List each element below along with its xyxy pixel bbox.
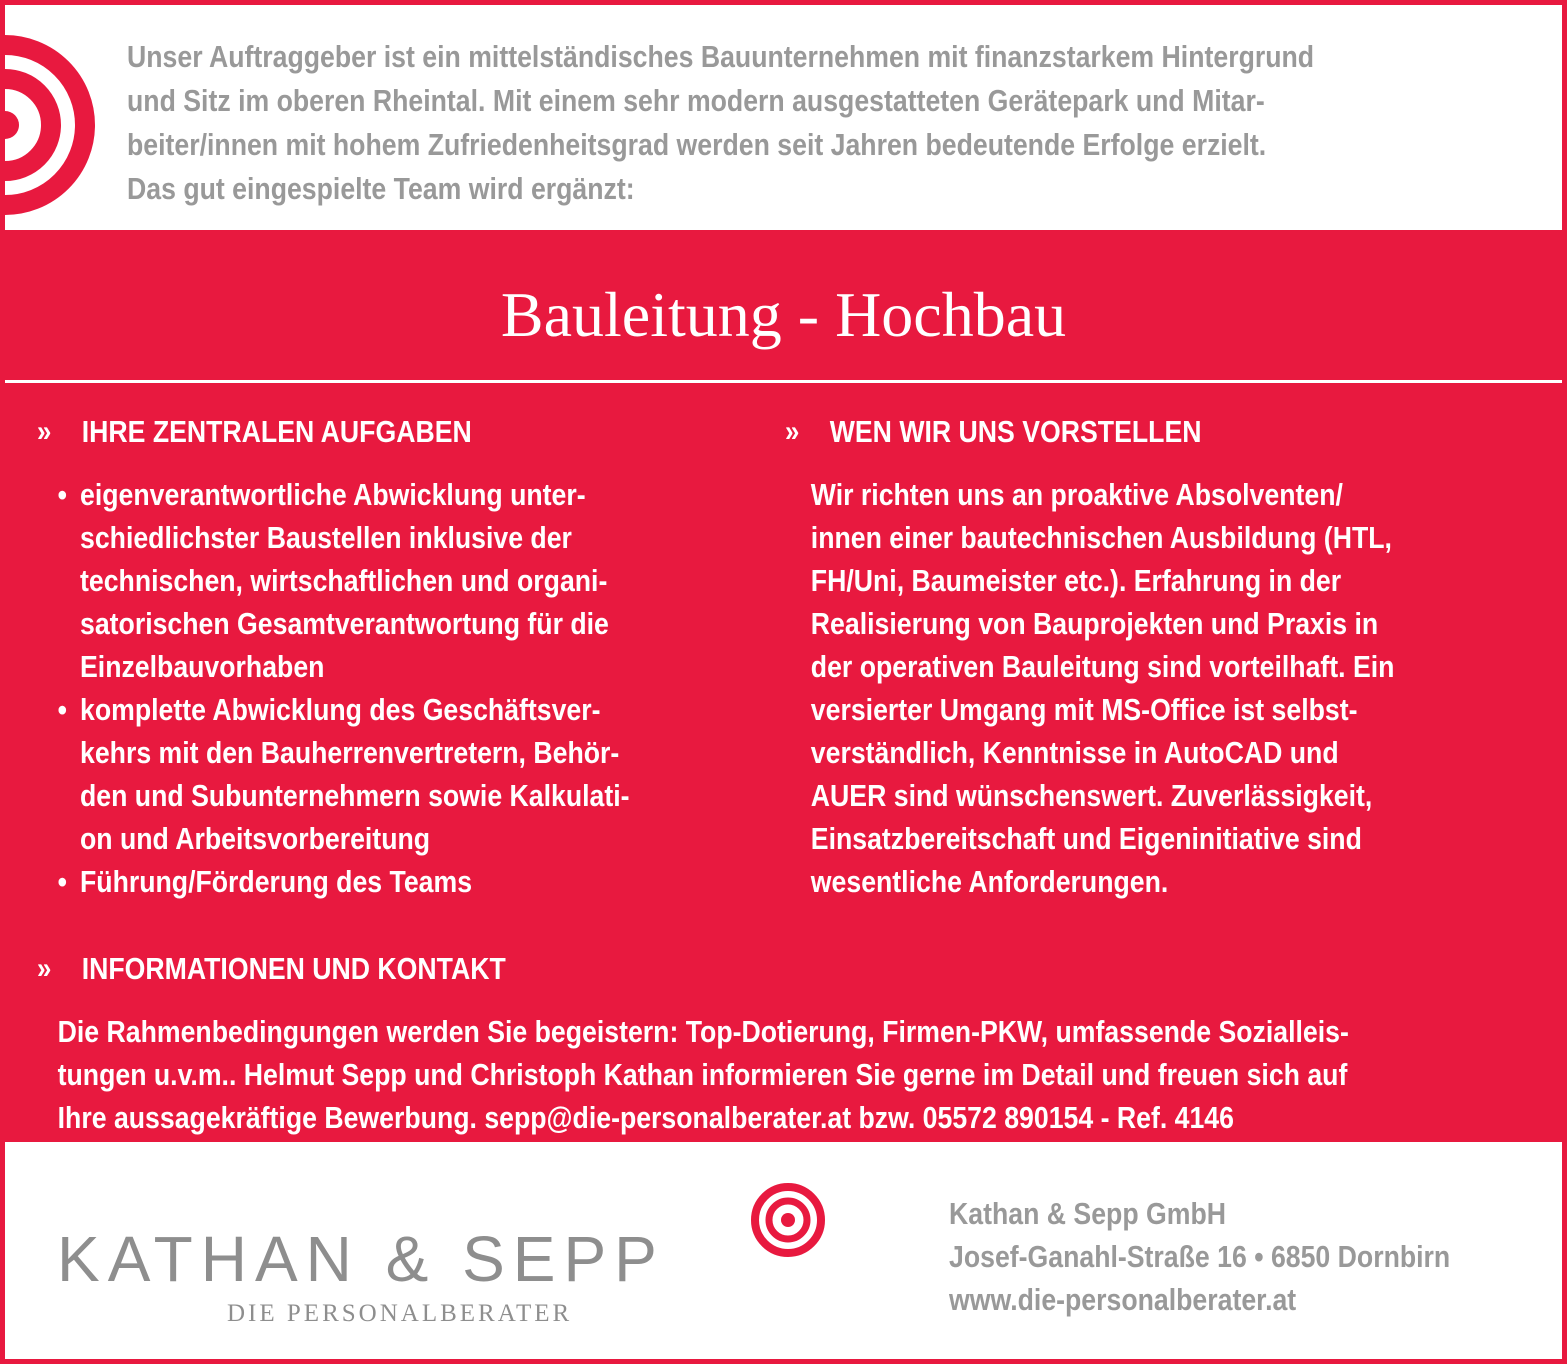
contact-heading-text: INFORMATIONEN UND KONTAKT: [81, 951, 506, 986]
bullet-icon: •: [57, 692, 67, 727]
target-rings-decoration: [0, 30, 100, 220]
list-item: • komplette Abwicklung des Geschäftsver- kehrs mit den Bauherrenvertretern, Behör- den und Subunternehmern sowie Kalkulati- on und Arbeitsvorbereitung: [58, 688, 630, 860]
profile-section: [785, 410, 1394, 903]
intro-line: beiter/innen mit hohem Zufriedenheitsgrad werden seit Jahren bedeutende Erfolge erzielt.: [127, 127, 1267, 162]
company-logo-wordmark: KATHAN & SEPP: [57, 1223, 665, 1295]
company-street: Josef-Ganahl-Straße 16 • 6850 Dornbirn: [949, 1239, 1451, 1274]
contact-section: [37, 947, 1349, 1139]
list-item: • eigenverantwortliche Abwicklung unter- schiedlichster Baustellen inklusive der technischen, wirtschaftlichen und organi- satorischen Gesamtverantwortung für die Einzelbauvorhaben: [58, 473, 630, 688]
intro-line: Das gut eingespielte Team wird ergänzt:: [127, 171, 635, 206]
tasks-list: [58, 473, 630, 903]
intro-text: [127, 35, 1537, 211]
list-item: • Führung/Förderung des Teams: [58, 860, 630, 903]
tasks-section: [37, 410, 630, 903]
intro-line: und Sitz im oberen Rheintal. Mit einem sehr modern ausgestatteten Gerätepark und Mitar-: [127, 83, 1265, 118]
intro-line: Unser Auftraggeber ist ein mittelständisches Bauunternehmen mit finanzstarkem Hintergrund: [127, 39, 1315, 74]
company-name: Kathan & Sepp GmbH: [949, 1196, 1227, 1231]
title-divider: [5, 380, 1562, 383]
company-address: [949, 1192, 1450, 1321]
profile-heading: [785, 410, 1394, 453]
job-title: Bauleitung - Hochbau: [500, 279, 1067, 350]
chevron-right-icon: »: [37, 415, 48, 448]
job-panel: [5, 230, 1562, 1142]
profile-text: Wir richten uns an proaktive Absolventen/ innen einer bautechnischen Ausbildung (HTL, FH/Uni, Baumeister etc.). Erfahrung in der Realisierung von Bauprojekten und Praxis in der operativen Bauleitung sind vorteilhaft. Ein versierter Umgang mit MS-Office ist selbst- verständlich, Kenntnisse in AutoCAD und AUER sind wünschenswert. Zuverlässigkeit, Einsatzbereitschaft und Eigeninitiative sind wesentliche Anforderungen.: [810, 477, 1395, 899]
bullet-icon: •: [57, 477, 67, 512]
chevron-right-icon: »: [37, 952, 48, 985]
bullet-icon: •: [57, 864, 67, 899]
company-website[interactable]: www.die-personalberater.at: [949, 1282, 1297, 1317]
footer: [5, 1142, 1562, 1359]
chevron-right-icon: »: [785, 415, 796, 448]
company-logo-tagline: DIE PERSONALBERATER: [227, 1300, 573, 1327]
logo-target-icon: [750, 1182, 826, 1258]
contact-text: Die Rahmenbedingungen werden Sie begeistern: Top-Dotierung, Firmen-PKW, umfassende Sozialleis- tungen u.v.m.. Helmut Sepp und Christoph Kathan informieren Sie gerne im Detail und freuen sich auf Ihre aussagekräftige Bewerbung. sepp@die-personalberater.at bzw. 05572 890154 - Ref. 4146: [57, 1014, 1349, 1135]
tasks-heading: [37, 410, 630, 453]
profile-heading-text: WEN WIR UNS VORSTELLEN: [829, 414, 1202, 449]
tasks-heading-text: IHRE ZENTRALEN AUFGABEN: [81, 414, 472, 449]
contact-heading: [37, 947, 1349, 990]
